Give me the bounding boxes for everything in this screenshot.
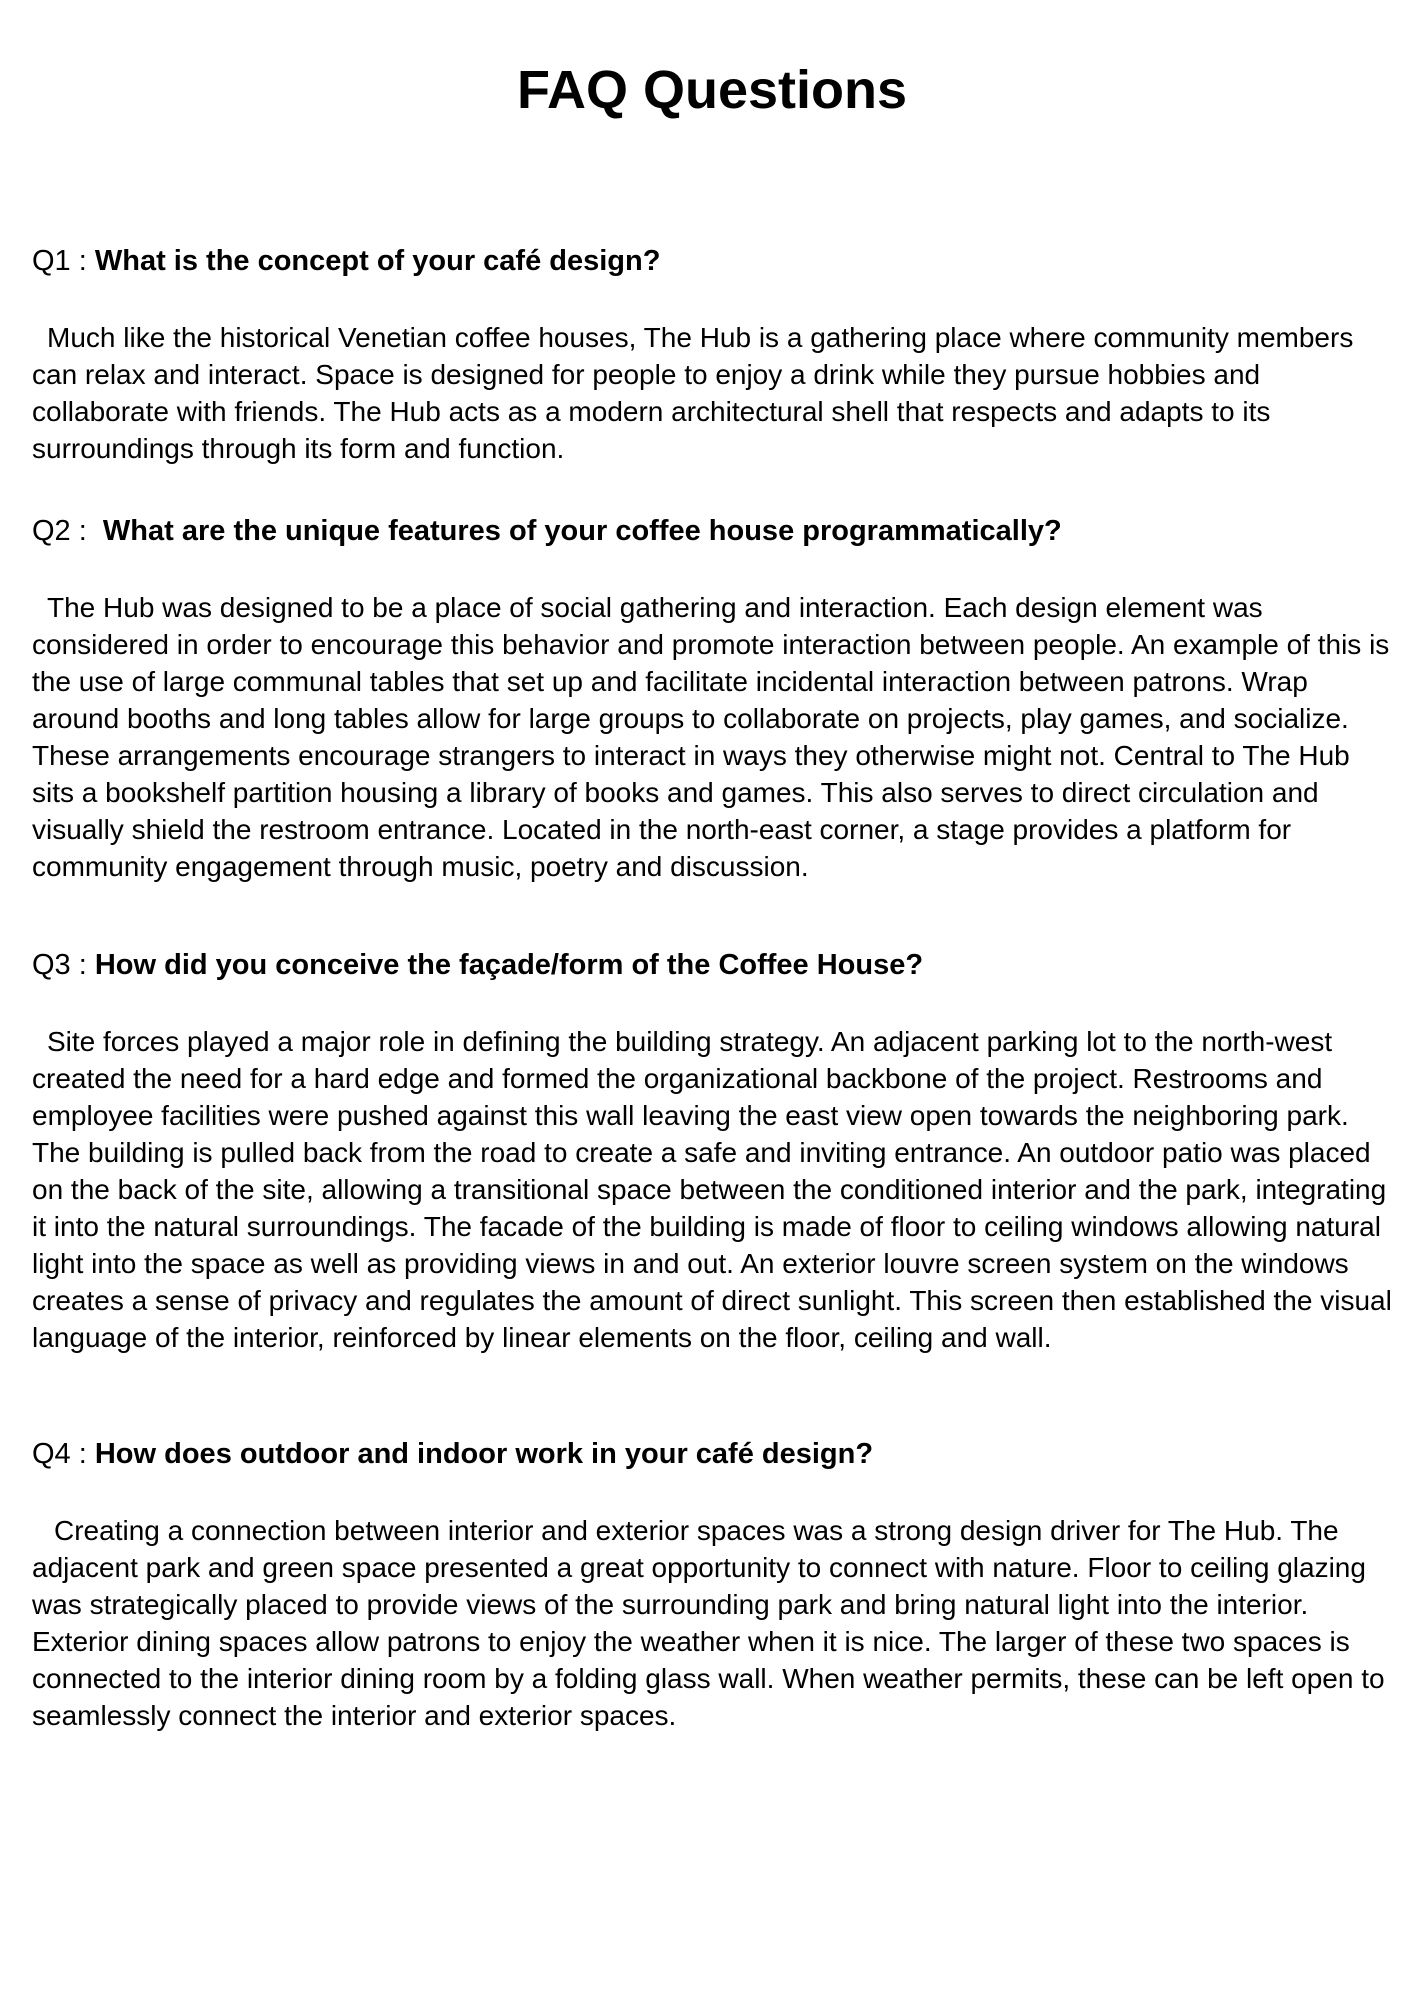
answer-paragraph-q2: The Hub was designed to be a place of social gathering and interaction. Each design element was considered in order to encourage this behavior and promote interaction between people. An example of this is the use of large communal tables that set up and facilitate incidental interaction between patrons. Wrap around booths and long tables allow for large groups to collaborate on projects, play games, and socialize. These arrangements encourage strangers to interact in ways they otherwise might not. Central to The Hub sits a bookshelf partition housing a library of books and games. This also serves to direct circulation and visually shield the restroom entrance. Located in the north-east corner, a stage provides a platform for community engagement through music, poetry and discussion. bbox=[32, 592, 1390, 882]
question-heading-q2 bbox=[32, 513, 1392, 549]
faq-item-q4 bbox=[32, 1436, 1392, 1734]
question-text-q1: What is the concept of your café design? bbox=[94, 245, 661, 277]
question-label-q4: Q4 : bbox=[32, 1438, 95, 1470]
question-heading-q3 bbox=[32, 947, 1392, 983]
question-text-q3: How did you conceive the façade/form of the Coffee House? bbox=[94, 949, 924, 981]
answer-paragraph-q1: Much like the historical Venetian coffee houses, The Hub is a gathering place where community members can relax and interact. Space is designed for people to enjoy a drink while they pursue hobbies and collaborate with friends. The Hub acts as a modern architectural shell that respects and adapts to its surroundings through its form and function. bbox=[32, 322, 1354, 464]
question-label-q3: Q3 : bbox=[32, 949, 95, 981]
faq-item-q2 bbox=[32, 513, 1392, 885]
question-label-q1: Q1 : bbox=[32, 245, 95, 277]
question-heading-q1 bbox=[32, 243, 1392, 279]
answer-paragraph-q4: Creating a connection between interior and exterior spaces was a strong design driver for The Hub. The adjacent park and green space presented a great opportunity to connect with nature. Floor to ceiling glazing was strategically placed to provide views of the surrounding park and bring natural light into the interior. Exterior dining spaces allow patrons to enjoy the weather when it is nice. The larger of these two spaces is connected to the interior dining room by a folding glass wall. When weather permits, these can be left open to seamlessly connect the interior and exterior spaces. bbox=[32, 1515, 1385, 1731]
faq-item-q1 bbox=[32, 243, 1392, 467]
faq-item-q3 bbox=[32, 947, 1392, 1356]
answer-paragraph-q3: Site forces played a major role in defining the building strategy. An adjacent parking lot to the north-west created the need for a hard edge and formed the organizational backbone of the project. Restrooms and employee facilities were pushed against this wall leaving the east view open towards the neighboring park. The building is pulled back from the road to create a safe and inviting entrance. An outdoor patio was placed on the back of the site, allowing a transitional space between the conditioned interior and the park, integrating it into the natural surroundings. The facade of the building is made of floor to ceiling windows allowing natural light into the space as well as providing views in and out. An exterior louvre screen system on the windows creates a sense of privacy and regulates the amount of direct sunlight. This screen then established the visual language of the interior, reinforced by linear elements on the floor, ceiling and wall. bbox=[32, 1026, 1392, 1353]
question-heading-q4 bbox=[32, 1436, 1392, 1472]
question-label-q2: Q2 : bbox=[32, 515, 103, 547]
question-text-q4: How does outdoor and indoor work in your café design? bbox=[94, 1438, 874, 1470]
page-title: FAQ Questions bbox=[516, 60, 908, 120]
question-text-q2: What are the unique features of your coffee house programmatically? bbox=[102, 515, 1062, 547]
